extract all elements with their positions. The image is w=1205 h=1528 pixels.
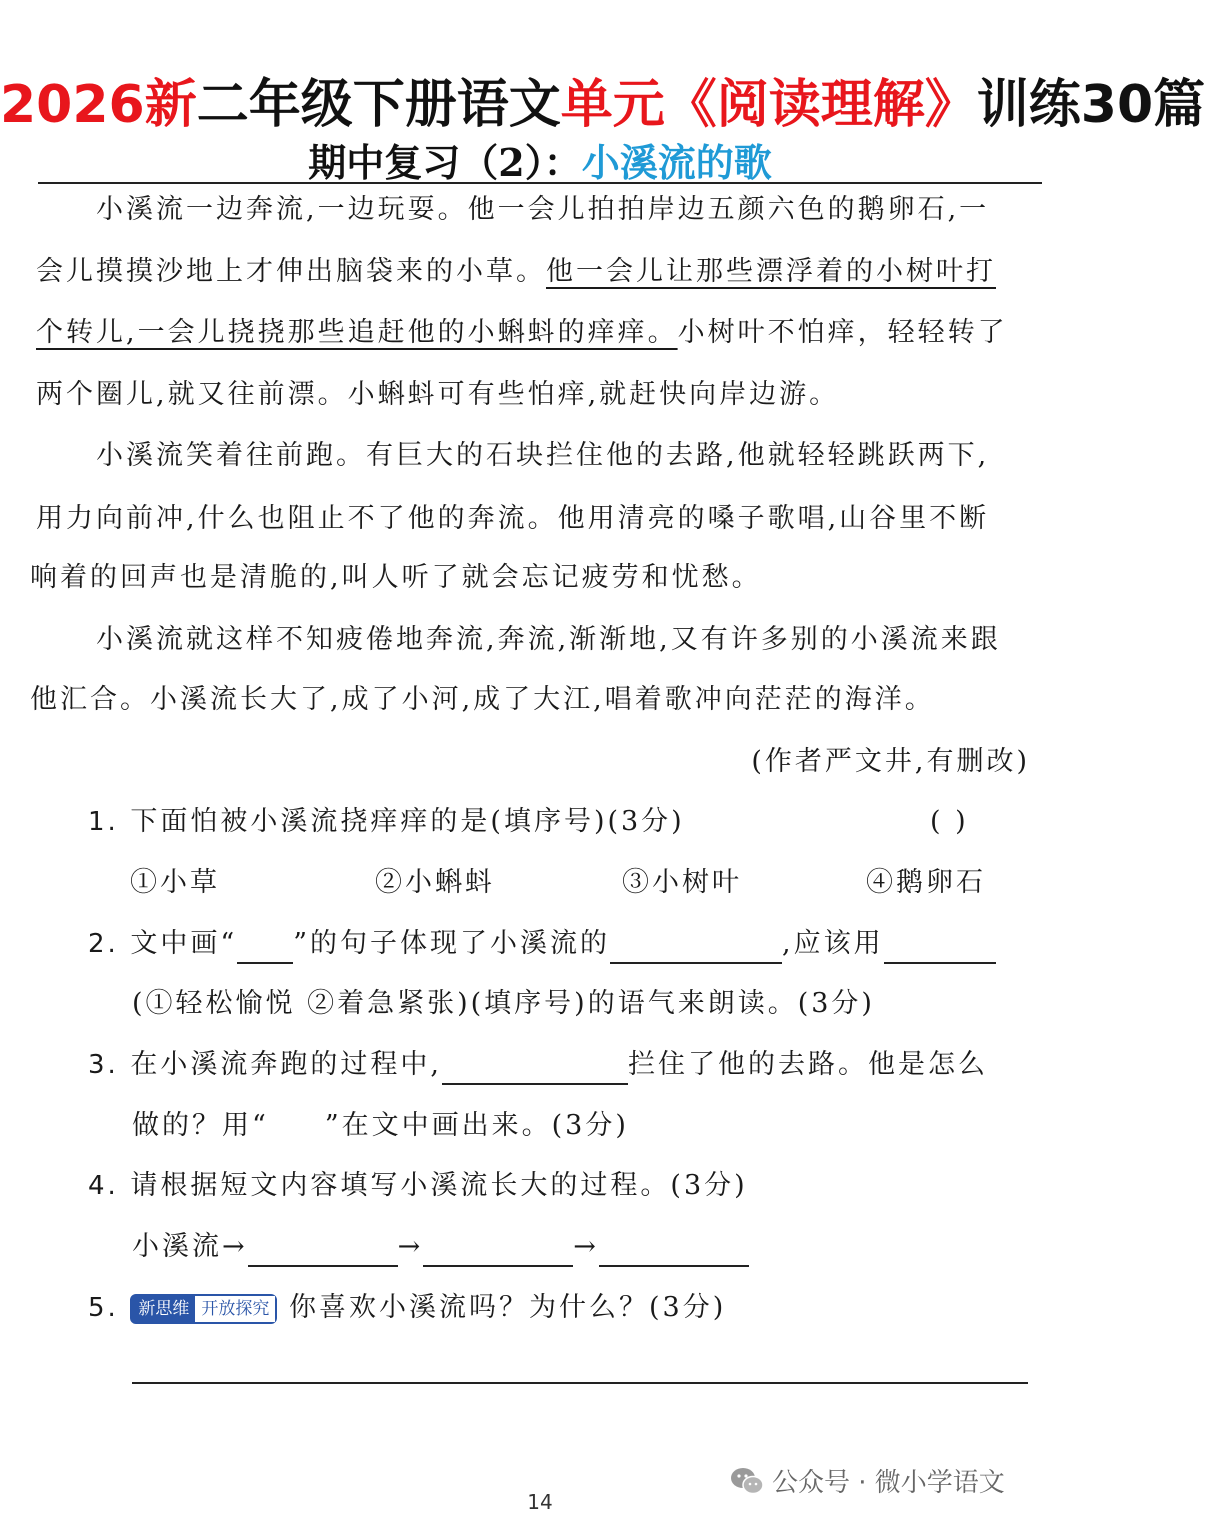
question-3-text-a: 在小溪流奔跑的过程中,: [130, 1049, 442, 1080]
question-1-option-2[interactable]: ②小蝌蚪: [375, 867, 495, 898]
underlined-sentence-part-2: 个转儿,一会儿挠挠那些追赶他的小蝌蚪的痒痒。: [36, 317, 678, 348]
badge-new-thinking: 新思维: [132, 1296, 195, 1322]
badge-open-inquiry: 开放探究: [195, 1296, 275, 1322]
question-2-number: 2.: [88, 929, 119, 959]
passage-line-3: [36, 313, 1008, 353]
question-5-answer-line[interactable]: [132, 1382, 1028, 1384]
question-4-arrow-2: →: [573, 1231, 599, 1262]
question-4-blank-1[interactable]: [248, 1235, 398, 1267]
question-2-blank-2[interactable]: [884, 932, 996, 964]
title-unit: 单元《阅读理解》: [560, 75, 977, 135]
question-1: [88, 802, 685, 842]
passage-line-4: 两个圈儿,就又往前漂。小蝌蚪可有些怕痒,就赶快向岸边游。: [36, 379, 840, 410]
question-5-line-1: [88, 1288, 726, 1328]
question-2-line-1: [88, 924, 996, 964]
question-2-text-c: ,应该用: [782, 928, 884, 959]
question-4-arrow-1: →: [397, 1231, 424, 1262]
question-3-text-b: 拦住了他的去路。他是怎么: [628, 1049, 988, 1080]
question-3-line-2: [132, 1106, 629, 1146]
passage-line-2: [36, 252, 996, 292]
passage-line-7: 响着的回声也是清脆的,叫人听了就会忘记疲劳和忧愁。: [30, 562, 762, 593]
question-3-text-d: ”在文中画出来。(3分): [324, 1110, 629, 1141]
question-5-badge: [130, 1294, 277, 1324]
question-3-blank[interactable]: [442, 1053, 628, 1085]
page-number: 14: [527, 1490, 553, 1514]
question-4-blank-3[interactable]: [599, 1235, 749, 1267]
question-4-line-1: [88, 1166, 748, 1206]
underlined-sentence-part-1: 他一会儿让那些漂浮着的小树叶打: [546, 256, 996, 287]
question-4-number: 4.: [88, 1171, 119, 1201]
question-1-answer-paren[interactable]: ( ): [930, 806, 969, 837]
passage-line-2a: 会儿摸摸沙地上才伸出脑袋来的小草。: [36, 256, 546, 287]
question-3-line-1: [88, 1045, 988, 1085]
passage-source: (作者严文井,有删改): [751, 746, 1030, 777]
question-1-option-1[interactable]: ①小草: [130, 867, 220, 898]
page-title: [0, 62, 1205, 137]
passage-line-8: 小溪流就这样不知疲倦地奔流,奔流,渐渐地,又有许多别的小溪流来跟: [96, 624, 1001, 655]
question-2-blank-1[interactable]: [610, 932, 782, 964]
question-5-text: 你喜欢小溪流吗？为什么？(3分): [289, 1292, 727, 1323]
question-1-option-4[interactable]: ④鹅卵石: [866, 867, 986, 898]
question-1-text: 下面怕被小溪流挠痒痒的是(填序号)(3分): [130, 806, 685, 837]
title-divider: [38, 182, 1042, 184]
passage-line-5: 小溪流笑着往前跑。有巨大的石块拦住他的去路,他就轻轻跳跃两下,: [96, 440, 990, 471]
question-5-number: 5.: [88, 1293, 119, 1323]
question-3-number: 3.: [88, 1050, 119, 1080]
section-subtitle: [0, 132, 1080, 187]
title-year: 2026新: [0, 75, 197, 135]
question-2-text-b: ”的句子体现了小溪流的: [293, 928, 611, 959]
question-4-blank-2[interactable]: [423, 1235, 573, 1267]
question-2-line-2: (①轻松愉悦 ②着急紧张)(填序号)的语气来朗读。(3分): [132, 988, 875, 1019]
subtitle-article-name: 小溪流的歌: [581, 140, 772, 185]
passage-line-6: 用力向前冲,什么也阻止不了他的奔流。他用清亮的嗓子歌唱,山谷里不断: [36, 503, 990, 534]
question-1-option-3[interactable]: ③小树叶: [622, 867, 742, 898]
passage-line-9: 他汇合。小溪流长大了,成了小河,成了大江,唱着歌冲向茫茫的海洋。: [30, 684, 935, 715]
title-grade: 二年级下册语文: [196, 75, 561, 135]
question-3-text-c: 做的？用“: [132, 1110, 269, 1141]
title-count: 训练30篇: [976, 75, 1205, 135]
subtitle-prefix: 期中复习（2）：: [308, 140, 582, 185]
passage-line-3b: 小树叶不怕痒，轻轻转了: [677, 317, 1008, 348]
question-4-start: 小溪流→: [132, 1231, 248, 1262]
question-4-text: 请根据短文内容填写小溪流长大的过程。(3分): [130, 1170, 748, 1201]
question-2-underline-sample: [237, 932, 293, 964]
passage-line-1: 小溪流一边奔流,一边玩耍。他一会儿拍拍岸边五颜六色的鹅卵石,一: [96, 194, 990, 225]
footer-brand: 公众号 · 微小学语文: [772, 1468, 1005, 1498]
question-1-number: 1.: [88, 807, 119, 837]
question-2-text-a: 文中画“: [130, 928, 238, 959]
question-4-flow: [132, 1227, 749, 1267]
